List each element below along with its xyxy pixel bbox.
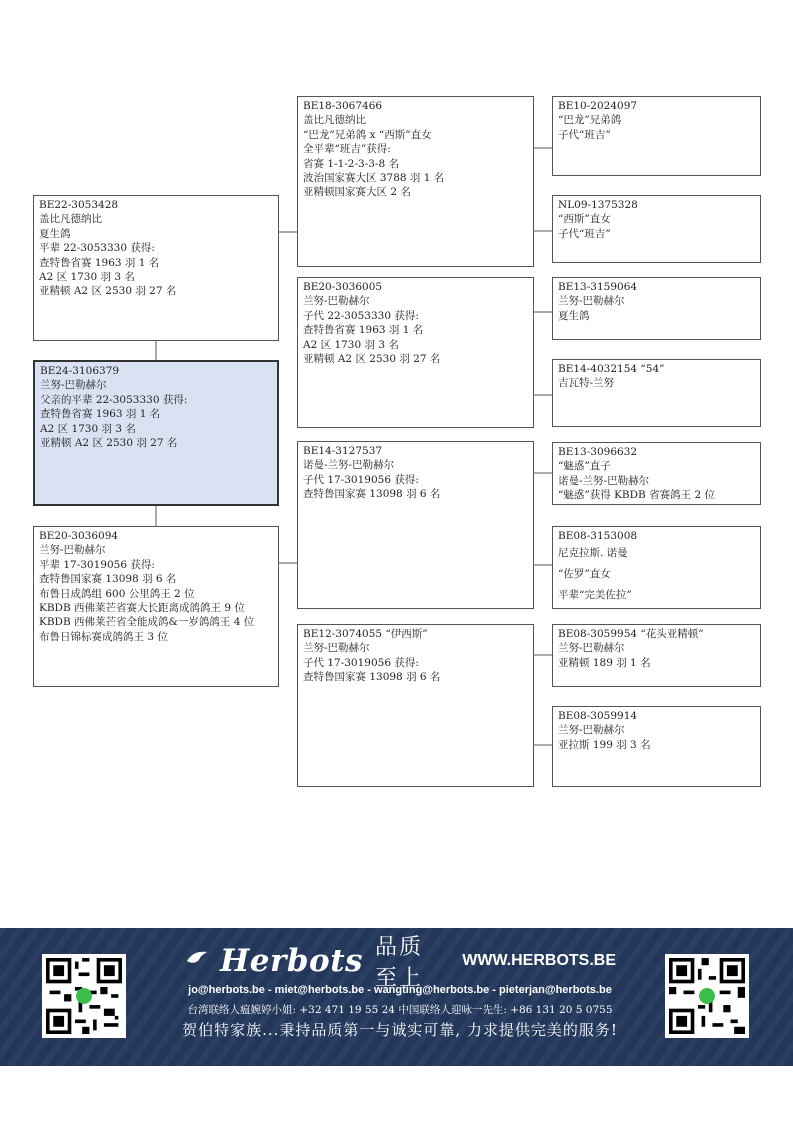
sire-sire-line: 波治国家赛大区 3788 羽 1 名 <box>303 172 445 185</box>
sire-sire-ring: BE18-3067466 <box>303 100 383 112</box>
g3-line: 兰努-巴勒赫尔 <box>558 295 625 308</box>
sire-sire-line: “巴龙”兄弟鸽 x “西斯”直女 <box>303 128 432 141</box>
g3-ring: BE14-4032154 “54” <box>558 363 665 375</box>
dam-line: 兰努-巴勒赫尔 <box>39 544 106 557</box>
subject-line: 父亲的平辈 22-3053330 获得: <box>40 393 188 406</box>
dam-dam-pigeon <box>297 624 534 787</box>
sire-line: A2 区 1730 羽 3 名 <box>39 271 135 284</box>
sire-dam-line: 查特鲁省赛 1963 羽 1 名 <box>303 324 424 337</box>
sire-dam-ring: BE20-3036005 <box>303 281 383 293</box>
g3-line: “佐罗”直女 <box>558 568 611 581</box>
g3-line: 夏生鸽 <box>558 309 590 322</box>
subject-line: 查特鲁省赛 1963 羽 1 名 <box>40 408 161 421</box>
g3-line: 子代“班吉” <box>558 128 611 141</box>
dam-sire-pigeon <box>297 441 534 609</box>
g3-line: 尼克拉斯. 诺曼 <box>558 547 628 560</box>
g3-line: 平辈“完美佐拉” <box>558 589 632 602</box>
g3-line: “巴龙”兄弟鸽 <box>558 114 622 127</box>
g3-pigeon-4 <box>552 359 761 427</box>
dam-pigeon <box>33 526 279 687</box>
dam-dam-line: 查特鲁国家赛 13098 羽 6 名 <box>303 671 441 684</box>
sire-line: 亚精顿 A2 区 2530 羽 27 名 <box>39 285 177 298</box>
footer-banner <box>0 928 793 1066</box>
g3-ring: BE08-3059954 “花头亚精顿” <box>558 628 704 640</box>
wechat-qr-code <box>665 954 749 1038</box>
website-link[interactable]: WWW.HERBOTS.BE <box>462 952 616 969</box>
g3-line: 兰努-巴勒赫尔 <box>558 642 625 655</box>
sire-sire-line: 亚精顿国家赛大区 2 名 <box>303 186 411 199</box>
qr-code-icon <box>46 958 122 1034</box>
g3-ring: BE13-3159064 <box>558 281 638 293</box>
dam-dam-line: 子代 17-3019056 获得: <box>303 656 419 669</box>
qr-code-icon <box>669 958 745 1034</box>
sire-sire-pigeon <box>297 96 534 267</box>
sire-dam-line: 子代 22-3053330 获得: <box>303 309 419 322</box>
contact-emails[interactable]: jo@herbots.be - miet@herbots.be - wangting@herbots.be - pieterjan@herbots.be <box>188 984 612 996</box>
line-qr-code <box>42 954 126 1038</box>
brand-slogan: 品质至上 <box>374 935 423 991</box>
dam-sire-line: 子代 17-3019056 获得: <box>303 473 419 486</box>
dam-line: 布鲁日成鸽组 600 公里鸽王 2 位 <box>39 587 195 600</box>
g3-pigeon-1 <box>552 96 761 176</box>
sire-sire-line: 省赛 1-1-2-3-3-8 名 <box>303 157 399 170</box>
dam-line: 查特鲁国家赛 13098 羽 6 名 <box>39 573 177 586</box>
g3-pigeon-3 <box>552 277 761 340</box>
sire-line: 盖比凡德纳比 <box>39 213 102 226</box>
sire-line: 查特鲁省赛 1963 羽 1 名 <box>39 256 160 269</box>
subject-line: A2 区 1730 羽 3 名 <box>40 422 136 435</box>
sire-line: 平辈 22-3053330 获得: <box>39 242 155 255</box>
g3-pigeon-2 <box>552 195 761 263</box>
g3-line: “魅惑”直子 <box>558 460 611 473</box>
dam-sire-ring: BE14-3127537 <box>303 445 383 457</box>
sire-dam-pigeon <box>297 277 534 428</box>
g3-ring: NL09-1375328 <box>558 199 638 211</box>
g3-line: 亚拉斯 199 羽 3 名 <box>558 738 651 751</box>
sire-dam-line: 亚精顿 A2 区 2530 羽 27 名 <box>303 353 441 366</box>
sire-sire-line: 盖比凡德纳比 <box>303 114 366 127</box>
g3-pigeon-7 <box>552 624 761 687</box>
g3-ring: BE13-3096632 <box>558 446 638 458</box>
g3-line: 亚精顿 189 羽 1 名 <box>558 656 651 669</box>
brand-logo: Herbots <box>220 943 363 979</box>
subject-line: 亚精顿 A2 区 2530 羽 27 名 <box>40 437 178 450</box>
dam-line: 布鲁日锦标赛成鸽鸽王 3 位 <box>39 630 168 643</box>
contact-phones: 台湾联络人瘟婉婷小姐: +32 471 19 55 24 中国联络人迎咏一先生: +86 131 20 5 0755 <box>187 1004 613 1016</box>
dam-line: KBDB 西佛莱芒省赛大长距离成鸽鸽王 9 位 <box>39 602 245 615</box>
sire-dam-line: 兰努-巴勒赫尔 <box>303 295 370 308</box>
dam-dam-ring: BE12-3074055 “伊西斯” <box>303 628 428 640</box>
g3-line: 吉瓦特-兰努 <box>558 377 615 390</box>
sire-dam-line: A2 区 1730 羽 3 名 <box>303 338 399 351</box>
subject-pigeon <box>33 360 279 506</box>
g3-line: “魅惑”获得 KBDB 省赛鸽王 2 位 <box>558 489 715 502</box>
sire-ring: BE22-3053428 <box>39 199 119 211</box>
pigeon-logo-icon <box>186 949 208 973</box>
subject-ring: BE24-3106379 <box>40 365 120 377</box>
sire-pigeon <box>33 195 279 341</box>
g3-pigeon-5 <box>552 442 761 505</box>
dam-line: 平辈 17-3019056 获得: <box>39 558 155 571</box>
dam-sire-line: 查特鲁国家赛 13098 羽 6 名 <box>303 488 441 501</box>
dam-sire-line: 诺曼-兰努-巴勒赫尔 <box>303 459 395 472</box>
g3-ring: BE08-3153008 <box>558 530 638 542</box>
dam-dam-line: 兰努-巴勒赫尔 <box>303 642 370 655</box>
subject-line: 兰努-巴勒赫尔 <box>40 379 107 392</box>
dam-line: KBDB 西佛莱芒省全能成鸽&一岁鸽鸽王 4 位 <box>39 616 255 629</box>
dam-ring: BE20-3036094 <box>39 530 119 542</box>
g3-pigeon-6 <box>552 526 761 609</box>
g3-line: 兰努-巴勒赫尔 <box>558 724 625 737</box>
g3-line: 诺曼-兰努-巴勒赫尔 <box>558 474 650 487</box>
g3-line: “西斯”直女 <box>558 213 611 226</box>
g3-ring: BE10-2024097 <box>558 100 638 112</box>
g3-pigeon-8 <box>552 706 761 787</box>
sire-sire-line: 全平辈“班吉”获得: <box>303 143 391 156</box>
sire-line: 夏生鸽 <box>39 227 71 240</box>
g3-ring: BE08-3059914 <box>558 710 638 722</box>
company-motto: 贺伯特家族...秉持品质第一与诚实可靠, 力求提供完美的服务! <box>182 1021 618 1039</box>
g3-line: 子代“班吉” <box>558 227 611 240</box>
